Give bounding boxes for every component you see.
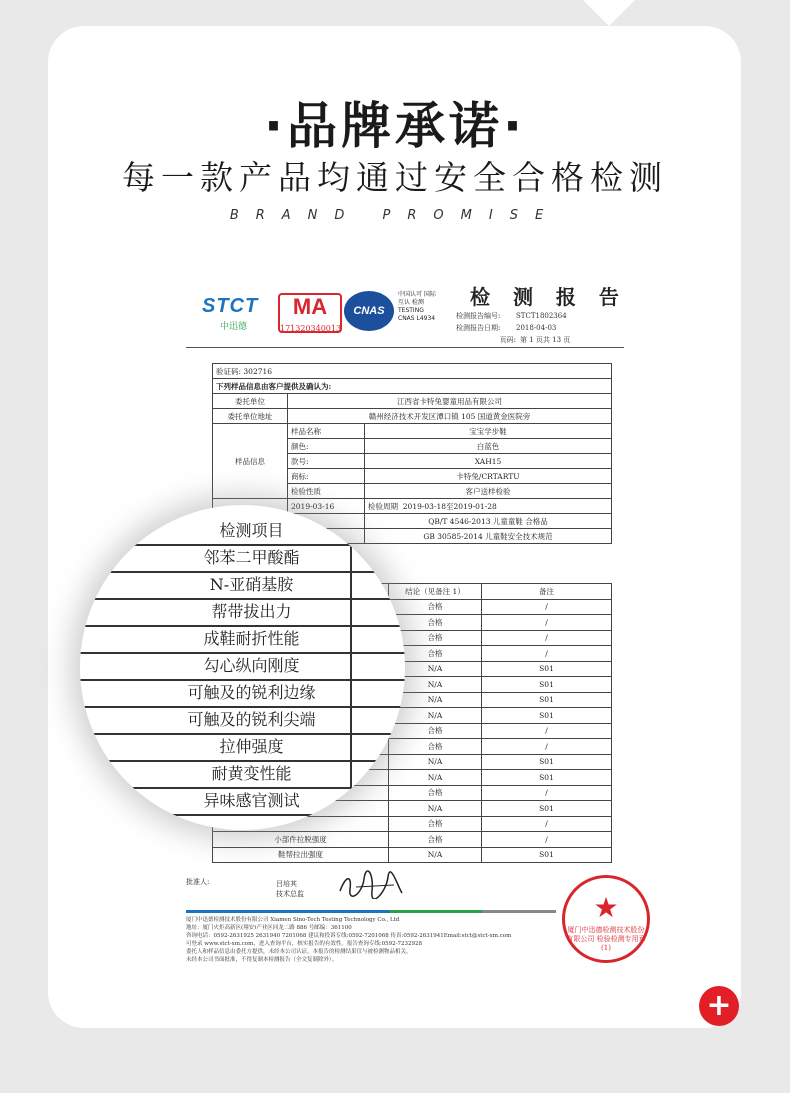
address-label: 委托单位地址 [213, 409, 288, 424]
result-remark: S01 [482, 692, 612, 708]
result-remark: S01 [482, 754, 612, 770]
sample-value: XAH15 [365, 454, 612, 469]
report-title: 检 测 报 告 [470, 285, 627, 309]
magnified-item: 检测项目 [219, 521, 284, 540]
client-label: 委托单位 [213, 394, 288, 409]
result-conclusion: 合格 [389, 739, 482, 755]
star-icon: ★ [593, 891, 619, 924]
seal-text: 厦门中迅德检测技术股份有限公司 检验检测专用章 (1) [566, 926, 646, 952]
magnified-row [80, 652, 405, 681]
footer-line: 咨询电话：0592-2631925 2631940 7201068 建议和投诉专线:0592-7201068 传真:0592-2631941Email:stct@stct-xm.com [186, 933, 512, 939]
result-remark: / [482, 723, 612, 739]
meta-value: STCT1802364 [516, 312, 567, 320]
result-conclusion: 合格 [389, 816, 482, 832]
result-item: 小部件拉脱强度 [213, 832, 389, 848]
sample-value: 白蓝色 [365, 439, 612, 454]
sample-info-label: 样品信息 [213, 424, 288, 499]
approver-info [276, 879, 304, 899]
result-remark: S01 [482, 847, 612, 863]
magnified-row [80, 733, 405, 762]
magnified-row [80, 679, 405, 708]
result-remark: / [482, 646, 612, 662]
approver-title: 技术总监 [276, 890, 304, 898]
result-conclusion: N/A [389, 801, 482, 817]
result-remark: / [482, 630, 612, 646]
sample-value: 客户送样检验 [365, 484, 612, 499]
sample-label: 商标: [288, 469, 365, 484]
result-conclusion: 合格 [389, 832, 482, 848]
magnifier-lens [80, 505, 405, 830]
magnified-item: 耐黄变性能 [211, 764, 292, 783]
result-conclusion: N/A [389, 708, 482, 724]
result-remark: / [482, 739, 612, 755]
conclusion-header: 结论（见备注 1） [389, 584, 482, 600]
result-conclusion: 合格 [389, 646, 482, 662]
footer-line: 地址：厦门火炬高新区(翔安)产业区同龙二路 886 号邮编：361100 [186, 925, 352, 931]
cnas-logo: CNAS [344, 291, 394, 331]
result-conclusion: N/A [389, 847, 482, 863]
result-remark: / [482, 615, 612, 631]
stct-logo: STCT [202, 295, 259, 317]
magnified-row [80, 598, 405, 627]
english-subtitle: BRAND PROMISE [229, 208, 561, 223]
official-seal [562, 875, 650, 963]
page-title: ·品牌承诺· [264, 97, 526, 155]
ma-logo: MA [278, 293, 342, 333]
magnified-row [80, 787, 405, 816]
received-date: 2019-03-16 [288, 499, 365, 514]
footer-line: 可登录 www.stct-xm.com，进入查询平台，核实报告的有效性。报告查询专线:0592-7232928 [186, 941, 423, 947]
signature-image [336, 869, 406, 899]
result-remark: / [482, 816, 612, 832]
result-conclusion: 合格 [389, 723, 482, 739]
magnified-item: 可触及的锐利尖端 [187, 710, 316, 729]
result-remark: S01 [482, 770, 612, 786]
report-footer [186, 916, 546, 964]
result-conclusion: 合格 [389, 615, 482, 631]
approver-name: 吕培其 [276, 880, 297, 888]
result-remark: / [482, 599, 612, 615]
magnified-row [80, 544, 405, 573]
result-remark: S01 [482, 661, 612, 677]
magnified-item: 成鞋耐折性能 [203, 629, 300, 648]
sample-label: 样品名称 [288, 424, 365, 439]
client-value: 江西省卡特兔婴童用品有限公司 [288, 394, 612, 409]
approver-label: 批准人: [186, 878, 210, 886]
result-conclusion: 合格 [389, 785, 482, 801]
sample-label: 颜色: [288, 439, 365, 454]
certification-logos [202, 289, 452, 339]
stct-logo-sub: 中迅德 [220, 322, 248, 332]
result-conclusion: N/A [389, 770, 482, 786]
result-conclusion: 合格 [389, 599, 482, 615]
magnified-row [80, 571, 405, 600]
meta-label: 页码: [499, 336, 516, 344]
period-value: 2019-03-18至2019-01-28 [402, 501, 497, 511]
result-remark: / [482, 832, 612, 848]
magnified-item: 可触及的锐利边缘 [187, 683, 316, 702]
magnified-row [80, 760, 405, 789]
verify-code: 验证码: 302716 [213, 364, 612, 379]
meta-value: 第 1 页共 13 页 [520, 336, 571, 344]
magnified-item: 异味感官测试 [203, 791, 300, 810]
footer-line: 委托人和样品信息由委托方提供，未经本公司认证。本报告的检测结果仅与被检测物品相关。 [186, 949, 412, 955]
standard-2: GB 30585-2014 儿童鞋安全技术规范 [365, 529, 612, 544]
sample-value: 卡特兔/CRTARTU [365, 469, 612, 484]
result-conclusion: N/A [389, 692, 482, 708]
result-remark: S01 [482, 708, 612, 724]
footer-rule [186, 910, 556, 913]
top-notch [583, 0, 635, 26]
result-conclusion: N/A [389, 661, 482, 677]
footer-line: 厦门中迅德检测技术股份有限公司 Xiamen Sino-Tech Testing Technology Co., Ltd [186, 917, 400, 923]
remark-header: 备注 [482, 584, 612, 600]
sample-label: 款号: [288, 454, 365, 469]
result-remark: S01 [482, 677, 612, 693]
period-label: 检验周期 [368, 501, 398, 511]
address-value: 赣州经济技术开发区潭口镇 105 国道黄金医院旁 [288, 409, 612, 424]
sample-value: 宝宝学步鞋 [365, 424, 612, 439]
result-conclusion: N/A [389, 754, 482, 770]
standard-1: QB/T 4546-2013 儿童童鞋 合格品 [365, 514, 612, 529]
result-remark: S01 [482, 801, 612, 817]
magnified-item: 拉伸强度 [219, 737, 284, 756]
divider [186, 347, 624, 348]
meta-label: 检测报告日期: [456, 324, 501, 332]
meta-label: 检测报告编号: [456, 312, 501, 320]
footer-line: 未经本公司书面批准，不得复制本检测报告（全文复制除外）。 [186, 957, 338, 963]
result-conclusion: N/A [389, 677, 482, 693]
expand-plus-button[interactable]: + [699, 986, 739, 1026]
meta-value: 2018-04-03 [516, 324, 557, 332]
page-subtitle: 每一款产品均通过安全合格检测 [122, 158, 668, 197]
magnified-item: 邻苯二甲酸酯 [203, 548, 300, 567]
result-conclusion: 合格 [389, 630, 482, 646]
magnified-item: 勾心纵向刚度 [203, 656, 300, 675]
magnified-row [80, 706, 405, 735]
report-meta [456, 310, 570, 346]
result-remark: / [482, 785, 612, 801]
sample-label: 检验性质 [288, 484, 365, 499]
ma-number: 171320340013 [280, 324, 342, 333]
cnas-text: 中国认可 国际互认 检测 TESTING CNAS L4934 [398, 291, 436, 322]
magnified-row [80, 517, 405, 546]
result-item: 鞋帮拉出强度 [213, 847, 389, 863]
magnified-item: N-亚硝基胺 [209, 575, 294, 594]
magnified-row [80, 625, 405, 654]
info-note: 下列样品信息由客户提供及确认为: [213, 379, 612, 394]
magnified-item: 帮带拔出力 [211, 602, 292, 621]
